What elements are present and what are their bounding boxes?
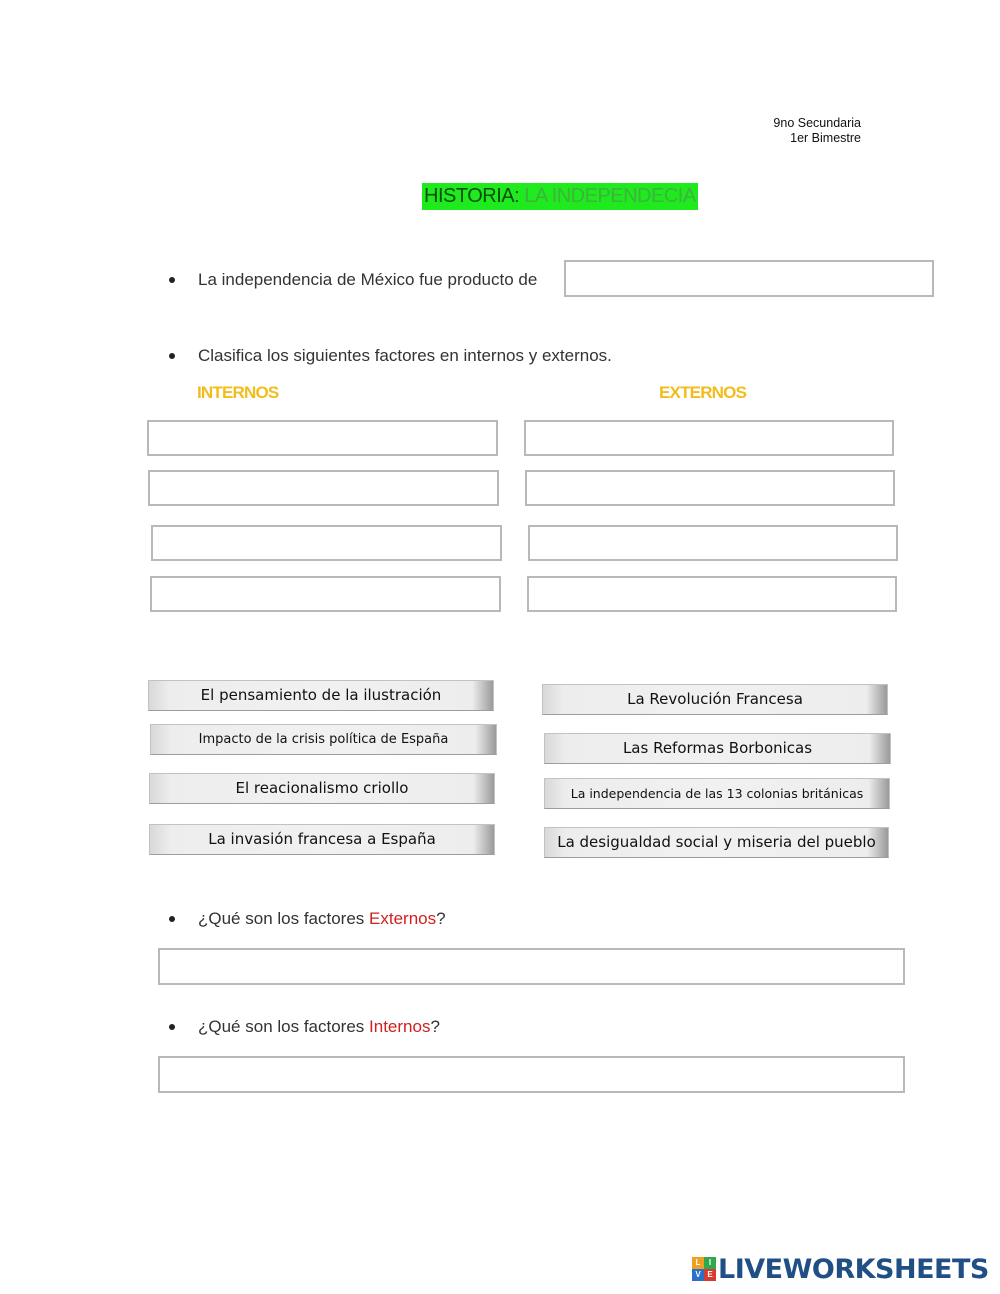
logo-letter-e: E — [704, 1269, 716, 1281]
grade-text: 9no Secundaria — [773, 116, 861, 130]
question-3 — [198, 908, 446, 930]
question-4-suffix: ? — [430, 1017, 440, 1036]
drag-chip-desigualdad-social[interactable]: La desigualdad social y miseria del pueblo — [544, 827, 889, 858]
question-4 — [198, 1016, 440, 1038]
drag-chip-crisis-espana[interactable]: Impacto de la crisis política de España — [150, 724, 497, 755]
column-heading-internos: INTERNOS — [197, 383, 279, 402]
column-heading-externos: EXTERNOS — [659, 383, 747, 402]
question-3-suffix: ? — [436, 909, 446, 928]
question-1 — [198, 269, 537, 291]
bullet-icon — [169, 916, 175, 922]
drop-box-internos-3[interactable] — [151, 525, 502, 561]
bullet-icon — [169, 353, 175, 359]
answer-field-externos[interactable] — [158, 948, 905, 985]
page-title — [422, 183, 698, 210]
drag-chip-revolucion-francesa[interactable]: La Revolución Francesa — [542, 684, 888, 715]
term-text: 1er Bimestre — [790, 131, 861, 145]
drop-box-externos-2[interactable] — [525, 470, 895, 506]
bullet-icon — [169, 277, 175, 283]
drop-box-internos-2[interactable] — [148, 470, 499, 506]
logo-letter-i: I — [704, 1257, 716, 1269]
question-2 — [198, 345, 612, 367]
drop-box-externos-4[interactable] — [527, 576, 897, 612]
bullet-icon — [169, 1024, 175, 1030]
question-4-keyword: Internos — [369, 1017, 431, 1036]
logo-letter-v: V — [692, 1269, 704, 1281]
answer-field-independence[interactable] — [564, 260, 934, 297]
drag-chip-ilustracion[interactable]: El pensamiento de la ilustración — [148, 680, 494, 711]
drag-chip-reacionalismo-criollo[interactable]: El reacionalismo criollo — [149, 773, 495, 804]
answer-field-internos[interactable] — [158, 1056, 905, 1093]
drag-chip-reformas-borbonicas[interactable]: Las Reformas Borbonicas — [544, 733, 891, 764]
drop-box-internos-1[interactable] — [147, 420, 498, 456]
brand-name: LIVEWORKSHEETS — [718, 1253, 989, 1285]
drag-chip-invasion-francesa[interactable]: La invasión francesa a España — [149, 824, 495, 855]
drag-chip-13-colonias[interactable]: La independencia de las 13 colonias británicas — [544, 778, 890, 809]
logo-letter-l: L — [692, 1257, 704, 1269]
question-1-text: La independencia de México fue producto de — [198, 270, 538, 289]
question-3-prefix: ¿Qué son los factores — [198, 909, 370, 928]
question-2-text: Clasifica los siguientes factores en internos y externos. — [198, 346, 612, 365]
drop-box-internos-4[interactable] — [150, 576, 501, 612]
drop-box-externos-1[interactable] — [524, 420, 894, 456]
title-sub: LA INDEPENDECIA — [524, 185, 696, 207]
grade-label — [773, 116, 861, 146]
title-main: HISTORIA: — [424, 185, 520, 207]
liveworksheets-logo — [692, 1253, 989, 1285]
liveworksheets-mark-icon — [692, 1257, 716, 1281]
question-4-prefix: ¿Qué son los factores — [198, 1017, 370, 1036]
drop-box-externos-3[interactable] — [528, 525, 898, 561]
question-3-keyword: Externos — [369, 909, 437, 928]
